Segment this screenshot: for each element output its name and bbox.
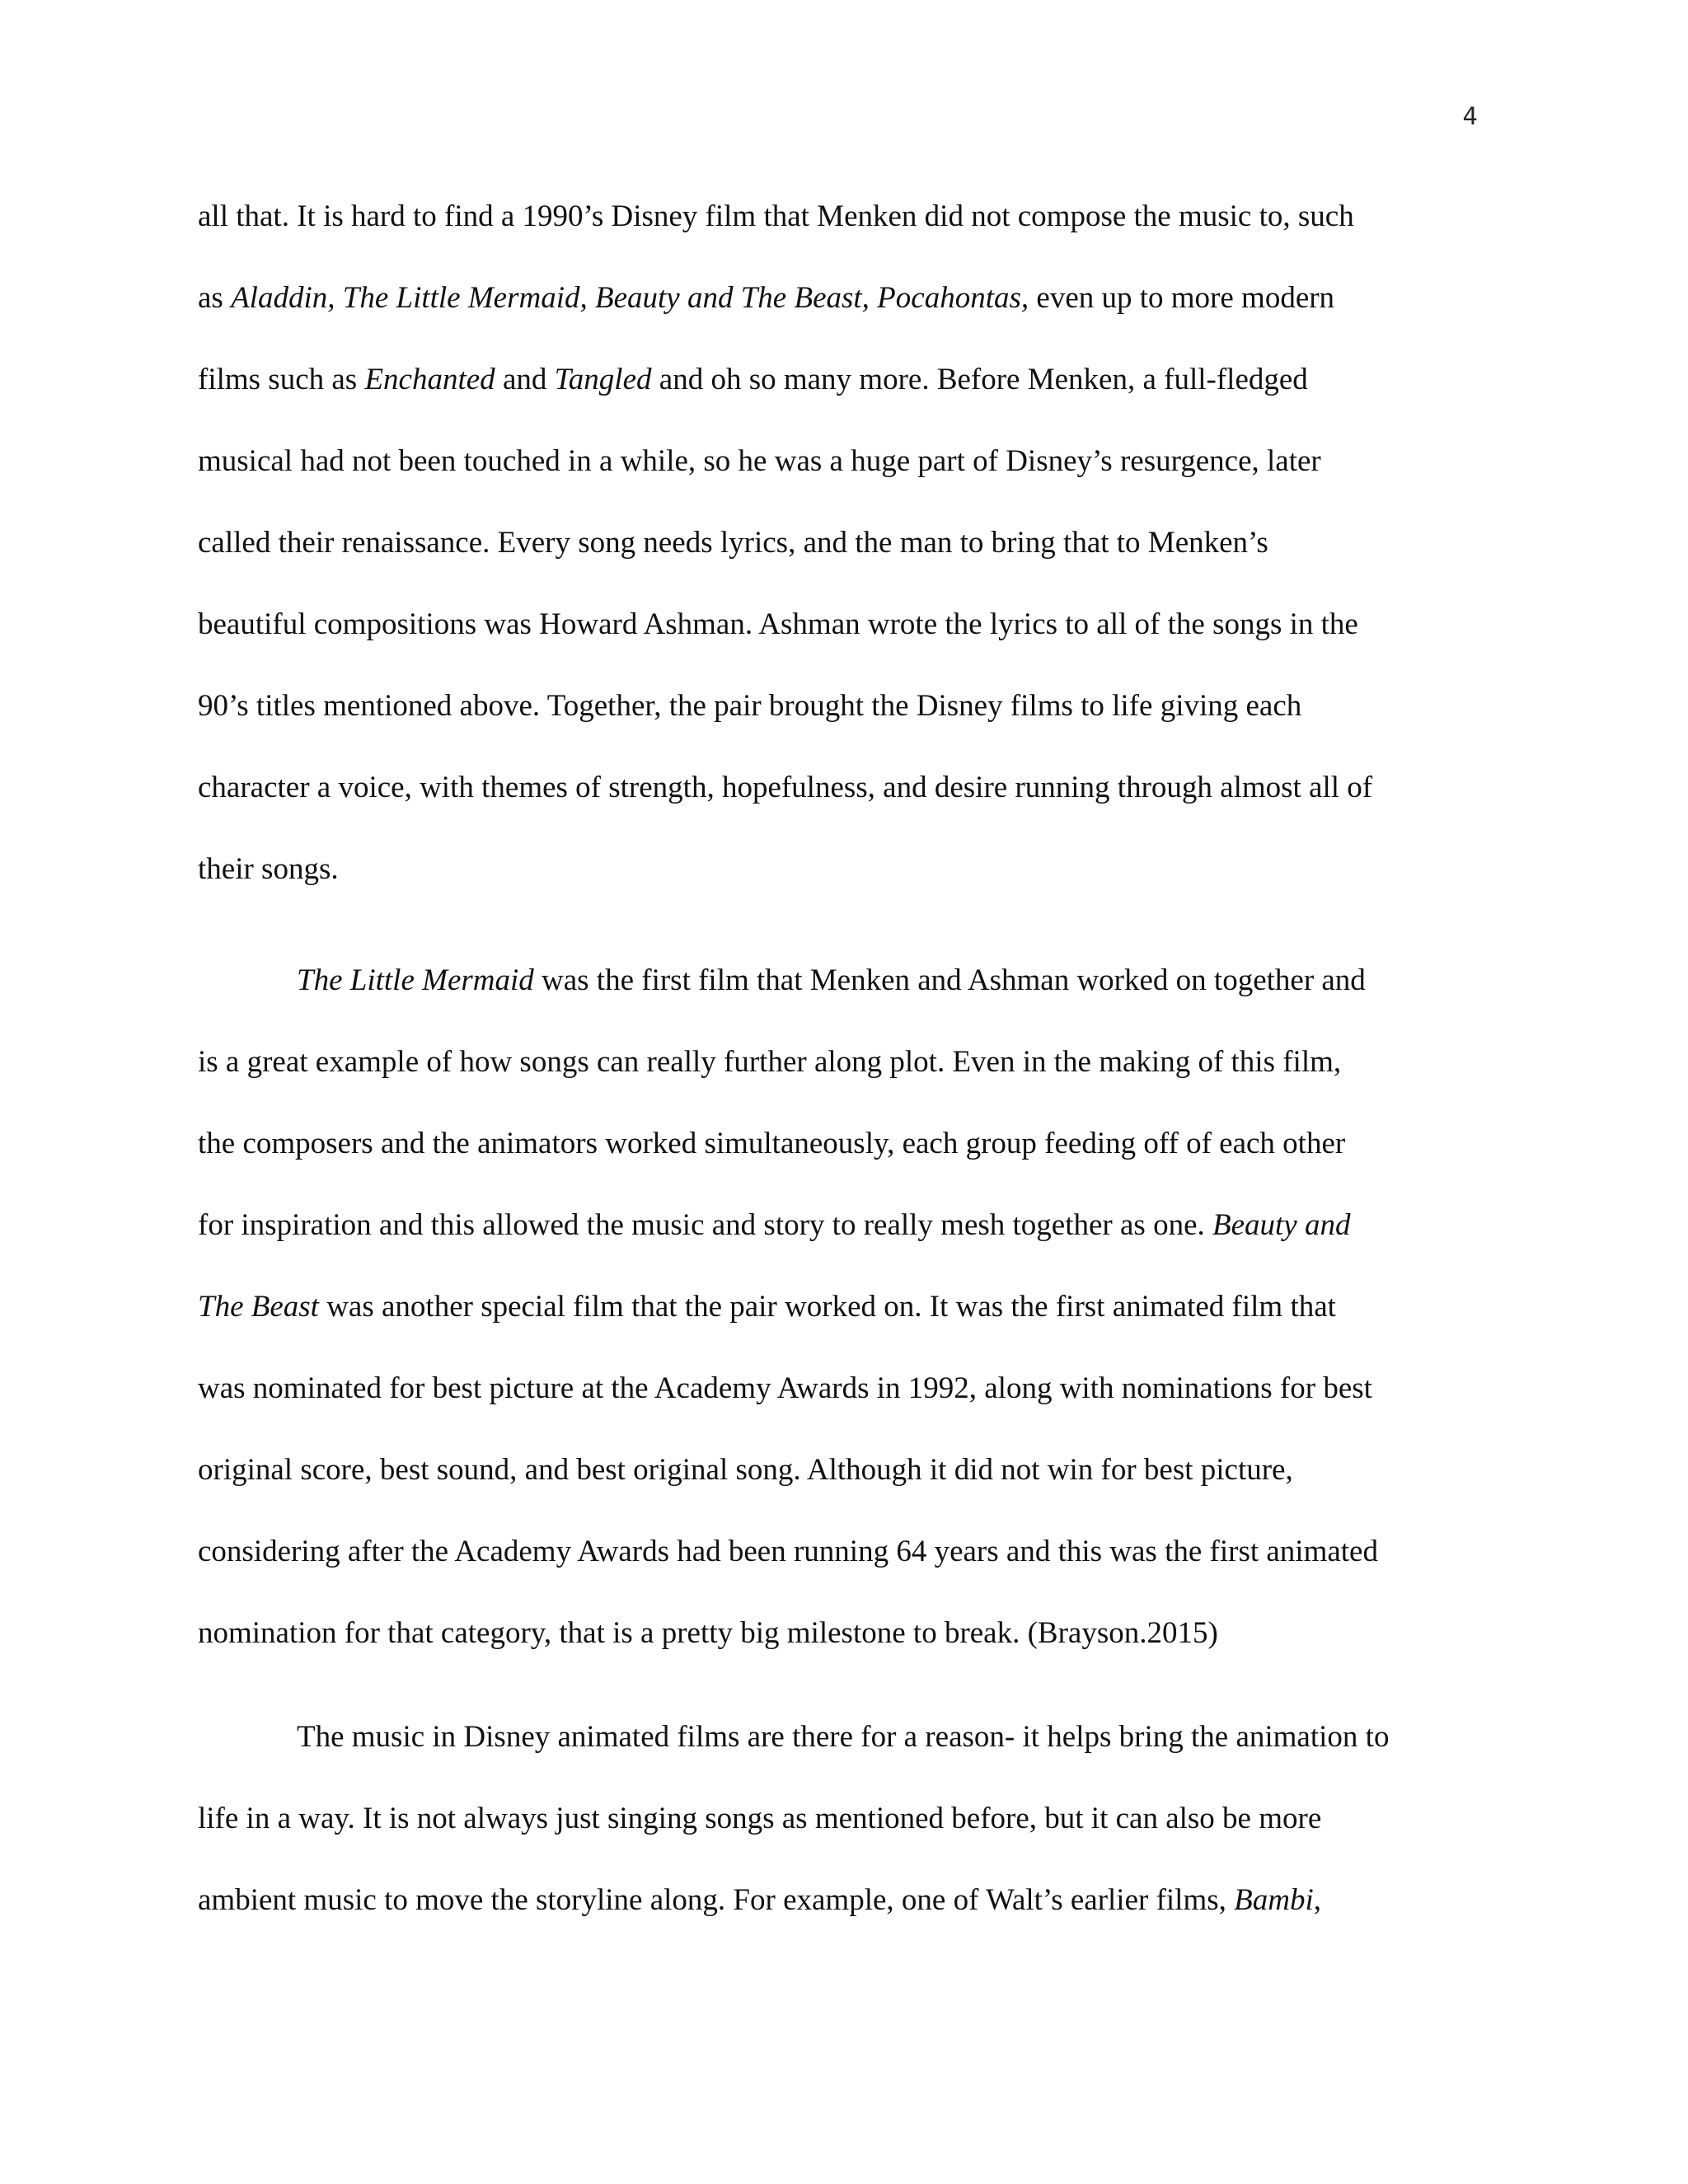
film-titles-italic: Aladdin, The Little Mermaid, Beauty and The Beast, Pocahontas, — [231, 281, 1029, 315]
text-line-21 — [198, 1880, 1321, 1921]
text-line-17 — [198, 1531, 1378, 1572]
line-segment: their songs. — [198, 852, 339, 886]
text-line-3 — [198, 359, 1308, 401]
text-line-9 — [198, 849, 339, 890]
line-segment: is a great example of how songs can really further along plot. Even in the making of this film, — [198, 1045, 1342, 1079]
film-title-italic: The Little Mermaid — [297, 963, 534, 997]
line-segment: was nominated for best picture at the Academy Awards in 1992, along with nominations for best — [198, 1371, 1372, 1405]
text-line-10 — [297, 960, 1366, 1001]
line-segment: ambient music to move the storyline along. For example, one of Walt’s earlier films, — [198, 1883, 1235, 1917]
line-segment: original score, best sound, and best original song. Although it did not win for best picture, — [198, 1453, 1293, 1487]
film-title-italic: The Beast — [198, 1290, 319, 1324]
line-segment: character a voice, with themes of strength, hopefulness, and desire running through almost all of — [198, 771, 1373, 804]
text-line-15 — [198, 1368, 1372, 1409]
film-title-italic: Tangled — [554, 363, 652, 396]
line-segment: nomination for that category, that is a pretty big milestone to break. (Brayson.2015) — [198, 1616, 1218, 1650]
line-segment: considering after the Academy Awards had been running 64 years and this was the first animated — [198, 1535, 1378, 1568]
line-segment: was the first film that Menken and Ashman worked on together and — [533, 963, 1366, 997]
text-line-2 — [198, 278, 1334, 319]
line-segment: the composers and the animators worked simultaneously, each group feeding off of each other — [198, 1127, 1346, 1160]
text-line-8 — [198, 767, 1372, 808]
line-segment: and oh so many more. Before Menken, a full-fledged — [651, 363, 1308, 396]
line-segment: life in a way. It is not always just singing songs as mentioned before, but it can also be more — [198, 1802, 1322, 1835]
line-segment: as — [198, 281, 232, 315]
text-line-5 — [198, 523, 1268, 564]
line-segment: called their renaissance. Every song needs lyrics, and the man to bring that to Menken’s — [198, 526, 1268, 560]
page-number: 4 — [1462, 102, 1478, 130]
text-line-12 — [198, 1123, 1345, 1165]
text-line-18 — [198, 1613, 1218, 1654]
text-line-16 — [198, 1450, 1293, 1491]
line-segment: The music in Disney animated films are there for a reason- it helps bring the animation to — [297, 1720, 1390, 1754]
text-line-1 — [198, 196, 1354, 237]
text-line-6 — [198, 604, 1358, 645]
line-segment: beautiful compositions was Howard Ashman. Ashman wrote the lyrics to all of the songs in the — [198, 607, 1358, 641]
line-segment: even up to more modern — [1029, 281, 1335, 315]
line-segment: was another special film that the pair worked on. It was the first animated film that — [318, 1290, 1336, 1324]
line-segment: 90’s titles mentioned above. Together, the pair brought the Disney films to life giving each — [198, 689, 1302, 723]
film-title-italic: Beauty and — [1212, 1208, 1351, 1242]
film-title-italic: Bambi — [1234, 1883, 1314, 1917]
film-title-italic: Enchanted — [364, 363, 495, 396]
text-line-11 — [198, 1042, 1341, 1083]
line-segment: all that. It is hard to find a 1990’s Disney film that Menken did not compose the music to, such — [198, 199, 1354, 233]
text-line-19 — [297, 1717, 1389, 1758]
text-line-20 — [198, 1798, 1321, 1840]
text-line-13 — [198, 1205, 1350, 1246]
line-segment: , — [1313, 1883, 1321, 1917]
line-segment: musical had not been touched in a while, so he was a huge part of Disney’s resurgence, later — [198, 444, 1321, 478]
text-line-4 — [198, 441, 1321, 482]
text-line-7 — [198, 686, 1301, 727]
line-segment: for inspiration and this allowed the music and story to really mesh together as one. — [198, 1208, 1212, 1242]
text-line-14 — [198, 1286, 1336, 1328]
line-segment: films such as — [198, 363, 365, 396]
line-segment: and — [495, 363, 555, 396]
